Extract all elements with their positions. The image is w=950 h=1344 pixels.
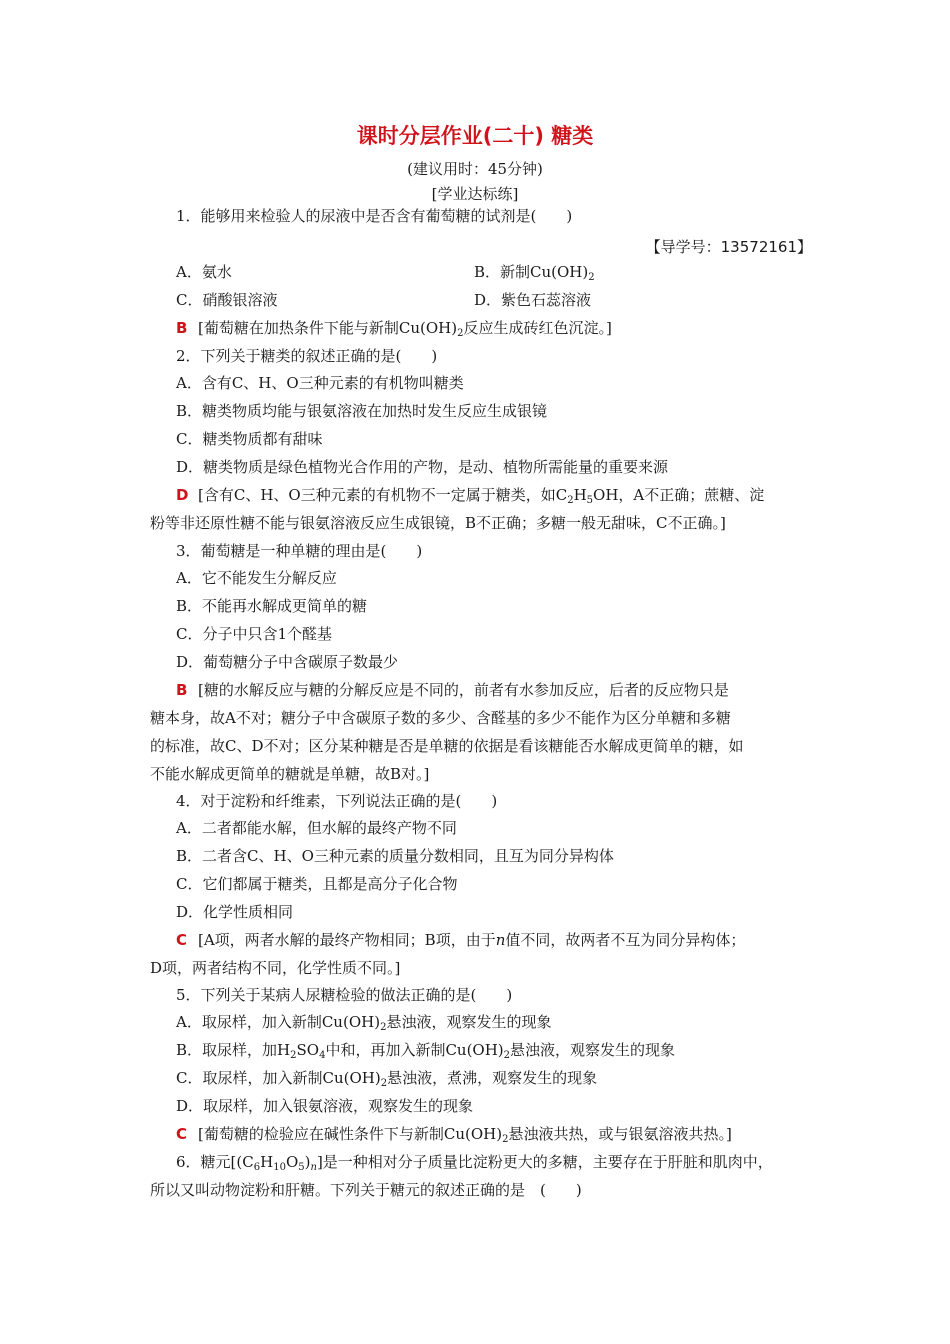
answer-letter: B <box>176 681 188 699</box>
q2-answer-line2: 粉等非还原性糖不能与银氨溶液反应生成银镜，B不正确；多糖一般无甜味，C不正确。] <box>150 514 726 532</box>
q2-option-b: B．糖类物质均能与银氨溶液在加热时发生反应生成银镜 <box>176 402 548 420</box>
q1-answer: B [葡萄糖在加热条件下能与新制$Cu(OH)_2$反应生成砖红色沉淀。] <box>176 319 612 339</box>
q3-option-b: B．不能再水解成更简单的糖 <box>176 597 368 615</box>
q4-answer-line2: D项，两者结构不同，化学性质不同。] <box>150 959 401 977</box>
q4-option-c: C．它们都属于糖类，且都是高分子化合物 <box>176 875 458 893</box>
q4-option-b: B．二者含C、H、O三种元素的质量分数相同，且互为同分异构体 <box>176 847 614 865</box>
q2-option-d: D．糖类物质是绿色植物光合作用的产物，是动、植物所需能量的重要来源 <box>176 458 669 476</box>
q5-option-d: D．取尿样，加入银氨溶液，观察发生的现象 <box>176 1097 474 1115</box>
q5-answer: C [葡萄糖的检验应在碱性条件下与新制$Cu(OH)_2$悬浊液共热，或与银氨溶液共热。] <box>176 1125 732 1145</box>
answer-letter: D <box>176 486 189 504</box>
page-title: 课时分层作业(二十) 糖类 <box>356 124 594 148</box>
question-4-stem: 4．对于淀粉和纤维素，下列说法正确的是( ) <box>176 792 498 810</box>
q1-option-d: D．紫色石蕊溶液 <box>474 291 592 309</box>
q2-option-c: C．糖类物质都有甜味 <box>176 430 323 448</box>
question-3-stem: 3．葡萄糖是一种单糖的理由是( ) <box>176 542 423 560</box>
q1-option-b: B．新制$Cu(OH)_2$ <box>474 263 595 283</box>
question-6-stem-line1: 6．糖元$[(C_6H_{10}O_5)_n]$是一种相对分子质量比淀粉更大的多糖，主要存在于肝脏和肌肉中， <box>176 1153 773 1173</box>
guide-reference: 【导学号：13572161】 <box>645 238 812 256</box>
answer-letter: B <box>176 319 188 337</box>
q3-answer-line1: B [糖的水解反应与糖的分解反应是不同的，前者有水参加反应，后者的反应物只是 <box>176 681 729 699</box>
q3-answer-line3: 的标准，故C、D不对；区分某种糖是否是单糖的依据是看该糖能否水解成更简单的糖，如 <box>150 737 744 755</box>
q2-answer-line1: D [含有C、H、O三种元素的有机物不一定属于糖类，如$C_2H_5OH$，A不正确；蔗糖、淀 <box>176 486 765 506</box>
q2-option-a: A．含有C、H、O三种元素的有机物叫糖类 <box>176 374 464 392</box>
suggested-time: (建议用时：45分钟) <box>407 160 543 178</box>
answer-letter: C <box>176 931 188 949</box>
q5-option-a: A．取尿样，加入新制$Cu(OH)_2$悬浊液，观察发生的现象 <box>176 1013 552 1033</box>
q3-answer-line2: 糖本身，故A不对；糖分子中含碳原子数的多少、含醛基的多少不能作为区分单糖和多糖 <box>150 709 731 727</box>
q3-option-c: C．分子中只含1个醛基 <box>176 625 333 643</box>
question-6-stem-line2: 所以又叫动物淀粉和肝糖。下列关于糖元的叙述正确的是 ( ) <box>150 1181 582 1199</box>
q5-option-c: C．取尿样，加入新制$Cu(OH)_2$悬浊液，煮沸，观察发生的现象 <box>176 1069 598 1089</box>
section-heading: [学业达标练] <box>431 185 519 203</box>
answer-letter: C <box>176 1125 188 1143</box>
question-1-stem: 1．能够用来检验人的尿液中是否含有葡萄糖的试剂是( ) <box>176 207 573 225</box>
q5-option-b: B．取尿样，加$H_2SO_4$中和，再加入新制$Cu(OH)_2$悬浊液，观察发生的现象 <box>176 1041 676 1061</box>
q3-option-d: D．葡萄糖分子中含碳原子数最少 <box>176 653 399 671</box>
q4-option-d: D．化学性质相同 <box>176 903 294 921</box>
q3-answer-line4: 不能水解成更简单的糖就是单糖，故B对。] <box>150 765 430 783</box>
question-5-stem: 5．下列关于某病人尿糖检验的做法正确的是( ) <box>176 986 513 1004</box>
q4-answer-line1: C [A项，两者水解的最终产物相同；B项，由于n值不同，故两者不互为同分异构体； <box>176 931 746 949</box>
question-2-stem: 2．下列关于糖类的叙述正确的是( ) <box>176 347 438 365</box>
q1-option-a: A．氨水 <box>176 263 232 281</box>
q4-option-a: A．二者都能水解，但水解的最终产物不同 <box>176 819 457 837</box>
q3-option-a: A．它不能发生分解反应 <box>176 569 337 587</box>
q1-option-c: C．硝酸银溶液 <box>176 291 278 309</box>
